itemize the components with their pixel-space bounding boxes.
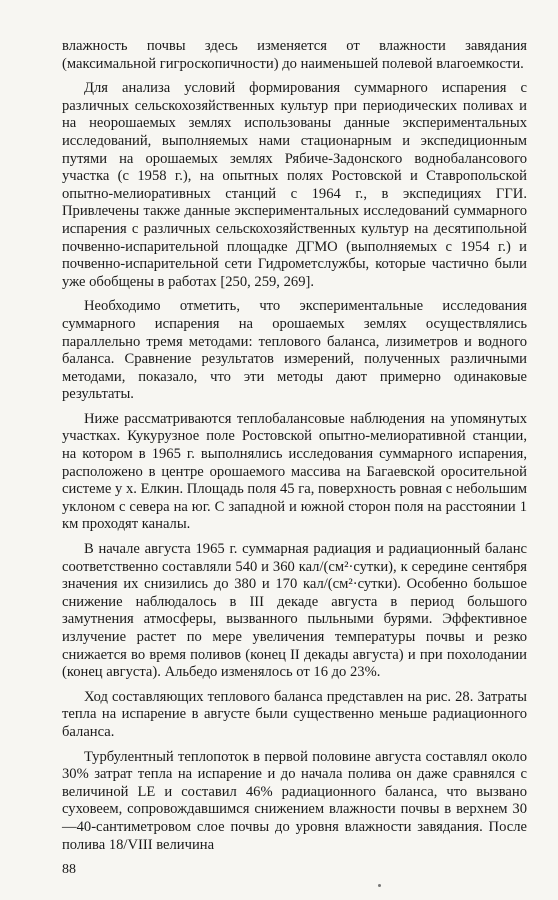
print-speck	[378, 884, 381, 887]
paragraph-3: Необходимо отметить, что экспериментальные исследования суммарного испарения на орошаемых землях осуществлялись параллельно тремя методами: теплового баланса, лизиметров и водного баланса. Сравнение результатов измерений, полученных различными методами, показало, что эти методы дают примерно одинаковые результаты.	[62, 298, 527, 403]
paragraph-6: Ход составляющих теплового баланса представлен на рис. 28. Затраты тепла на испарение в августе были существенно меньше радиационного баланса.	[62, 688, 527, 740]
paragraph-2: Для анализа условий формирования суммарного испарения с различных сельскохозяйственных культур при периодических поливах и на неорошаемых землях использованы данные экспериментальных исследований, выполняемых нами стационарным и экспедиционным путями на орошаемых землях Рябиче-Задонского воднобалансового участка (с 1958 г.), на опытных полях Ростовской и Ставропольской опытно-мелиоративных станций с 1964 г., в экспедициях ГГИ. Привлечены также данные экспериментальных исследований суммарного испарения с различных сельскохозяйственных культур на десятипольной почвенно-испарительной площадке ДГМО (выполняемых с 1954 г.) и почвенно-испарительной сети Гидрометслужбы, которые частично были уже обобщены в работах [250, 259, 269].	[62, 80, 527, 290]
paragraph-1: влажность почвы здесь изменяется от влажности завядания (максимальной гигроскопичности) до наименьшей полевой влагоемкости.	[62, 38, 527, 72]
paragraph-5: В начале августа 1965 г. суммарная радиация и радиационный баланс соответственно составляли 540 и 360 кал/(см²·сутки), к середине сентября значения их снизились до 380 и 170 кал/(см²·сутки). Особенно большое снижение наблюдалось в III декаде августа в период большого замутнения атмосферы, вызванного пыльными бурями. Эффективное излучение растет по мере увеличения температуры почвы и резко снижается во время поливов (конец II декады августа) и при похолодании (конец августа). Альбедо изменялось от 16 до 23%.	[62, 541, 527, 681]
paragraph-7: Турбулентный теплопоток в первой половине августа составлял около 30% затрат тепла на испарение и до начала полива он даже сравнялся с величиной LE и составил 46% радиационного баланса, что вызвано суховеем, сопровождавшимся снижением влажности почвы в верхнем 30—40-сантиметровом слое почвы до уровня влажности завядания. После полива 18/VIII величина	[62, 748, 527, 853]
page-number: 88	[62, 862, 76, 877]
page-text-block	[62, 38, 527, 861]
paragraph-4: Ниже рассматриваются теплобалансовые наблюдения на упомянутых участках. Кукурузное поле Ростовской опытно-мелиоративной станции, на котором в 1965 г. выполнялись исследования суммарного испарения, расположено в центре орошаемого массива на Багаевской оросительной системе у х. Елкин. Площадь поля 45 га, поверхность ровная с небольшим уклоном с севера на юг. С западной и южной сторон поля на расстоянии 1 км проходят каналы.	[62, 410, 527, 533]
